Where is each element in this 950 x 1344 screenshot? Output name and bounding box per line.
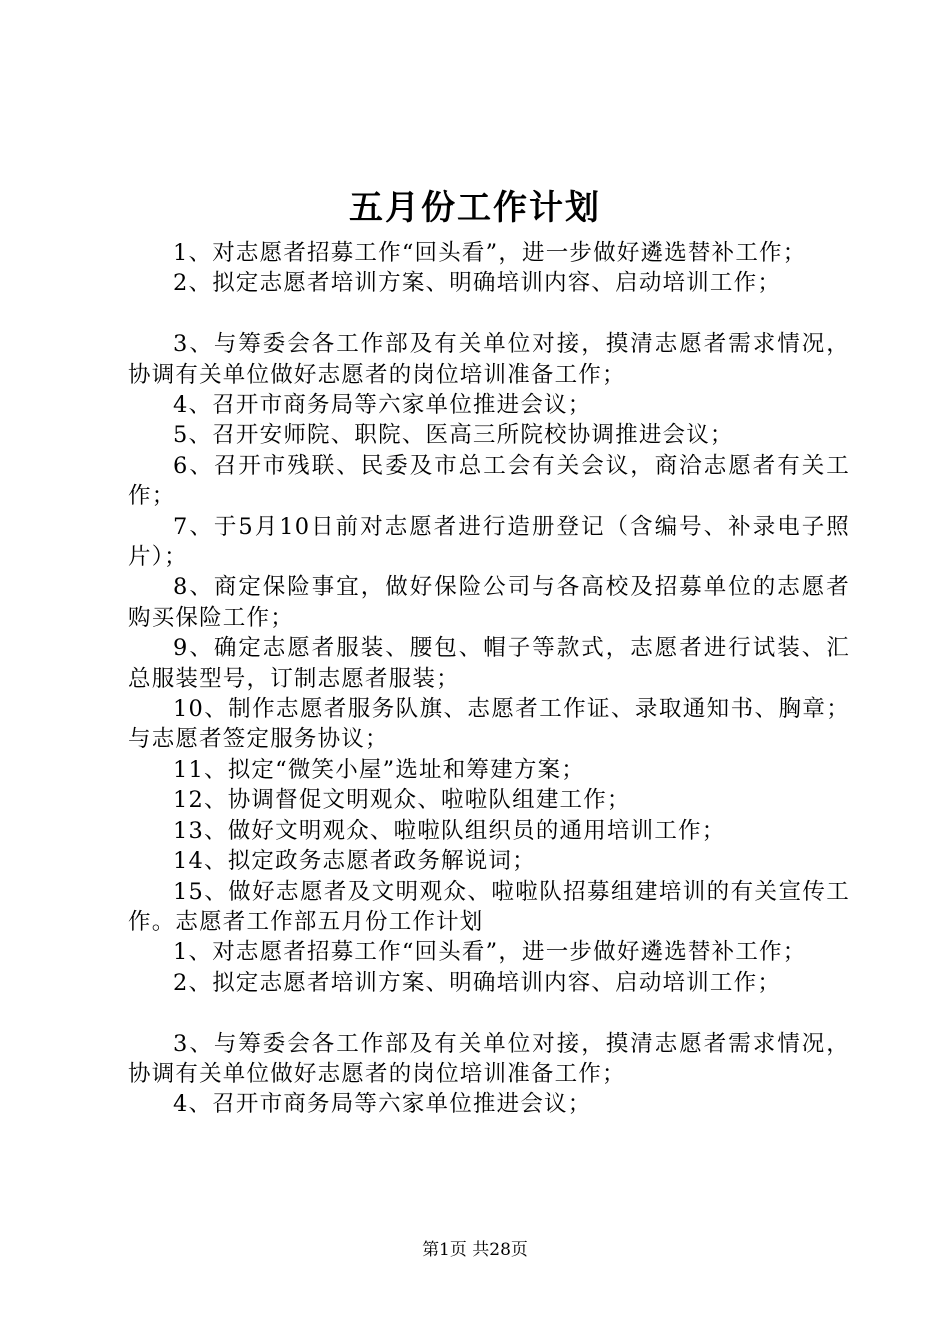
paragraph: 5、召开安师院、职院、医高三所院校协调推进会议； (173, 422, 734, 449)
paragraph: 8、商定保险事宜，做好保险公司与各高校及招募单位的志愿者购买保险工作； (128, 574, 850, 631)
paragraph: 4、召开市商务局等六家单位推进会议； (173, 392, 592, 419)
paragraph: 7、于5月10日前对志愿者进行造册登记（含编号、补录电子照片）； (128, 513, 850, 571)
paragraph: 9、确定志愿者服装、腰包、帽子等款式，志愿者进行试装、汇总服装型号，订制志愿者服装； (128, 635, 850, 692)
paragraph: 12、协调督促文明观众、啦啦队组建工作； (173, 787, 631, 814)
paragraph: 3、与筹委会各工作部及有关单位对接，摸清志愿者需求情况，协调有关单位做好志愿者的岗位培训准备工作； (128, 331, 850, 388)
paragraph: 1、对志愿者招募工作“回头看”，进一步做好遴选替补工作； (173, 939, 807, 966)
paragraph: 10、制作志愿者服务队旗、志愿者工作证、录取通知书、胸章；与志愿者签定服务协议； (128, 696, 850, 753)
document-body (128, 238, 850, 1120)
paragraph: 2、拟定志愿者培训方案、明确培训内容、启动培训工作； (173, 969, 782, 996)
paragraph: 3、与筹委会各工作部及有关单位对接，摸清志愿者需求情况，协调有关单位做好志愿者的岗位培训准备工作； (128, 1030, 850, 1087)
paragraph: 1、对志愿者招募工作“回头看”，进一步做好遴选替补工作； (173, 240, 807, 266)
paragraph: 13、做好文明观众、啦啦队组织员的通用培训工作； (173, 817, 726, 844)
paragraph: 6、召开市残联、民委及市总工会有关会议，商洽志愿者有关工作； (128, 452, 850, 510)
paragraph: 11、拟定“微笑小屋”选址和筹建方案； (173, 756, 585, 783)
paragraph: 4、召开市商务局等六家单位推进会议； (173, 1091, 592, 1118)
page-footer: 第1页 共28页 (422, 1240, 528, 1260)
document-title: 五月份工作计划 (349, 188, 601, 228)
paragraph: 15、做好志愿者及文明观众、啦啦队招募组建培训的有关宣传工作。志愿者工作部五月份工作计划 (128, 878, 850, 935)
paragraph: 2、拟定志愿者培训方案、明确培训内容、启动培训工作； (173, 270, 782, 297)
paragraph: 14、拟定政务志愿者政务解说词； (173, 848, 536, 875)
